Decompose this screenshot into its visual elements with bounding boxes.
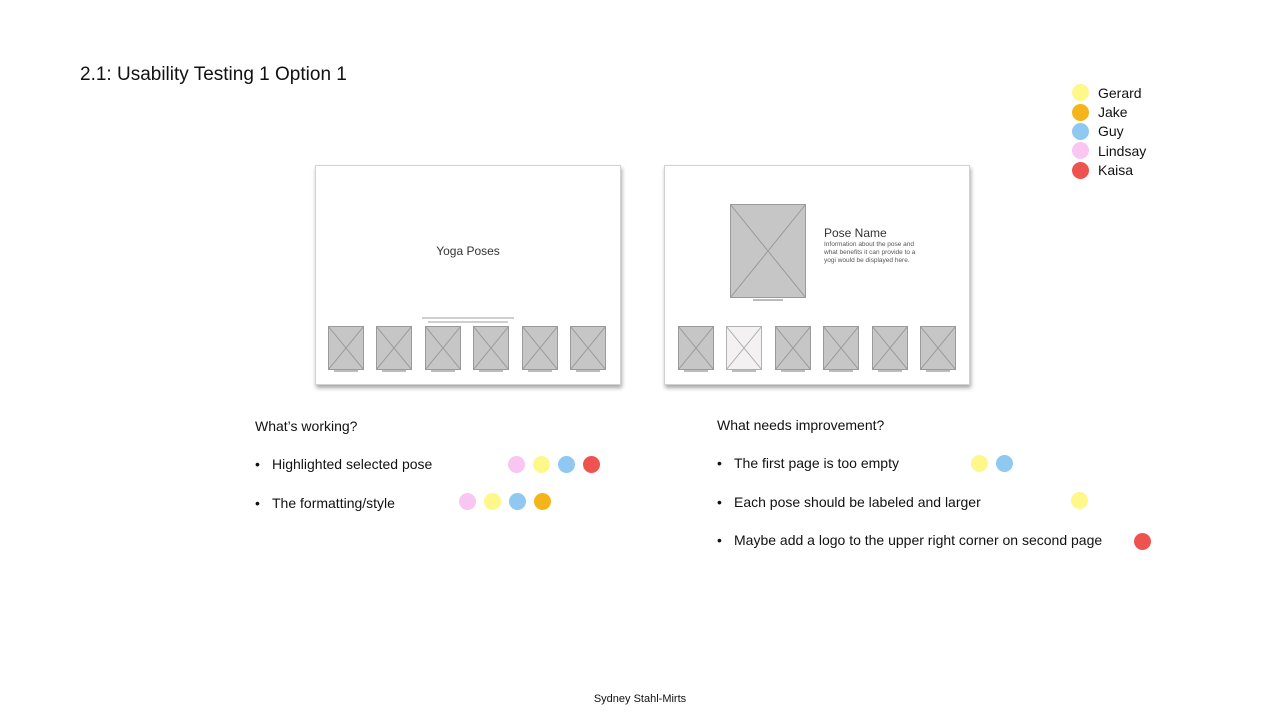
legend-item-kaisa (1072, 161, 1146, 180)
legend-label: Guy (1098, 123, 1124, 140)
pose-name-heading: Pose Name (824, 226, 887, 240)
vote-dot-guy-icon (558, 456, 575, 473)
vote-dot-jake-icon (534, 493, 551, 510)
image-caption-line (753, 299, 783, 301)
thumbnail-label-line (829, 370, 853, 372)
image-placeholder-icon (570, 326, 606, 370)
vote-dots (508, 456, 608, 473)
image-placeholder-icon (678, 326, 714, 370)
legend-dot-icon (1072, 84, 1089, 101)
thumbnail-label-line (878, 370, 902, 372)
improvement-item (717, 532, 1102, 548)
vote-dot-gerard-icon (1071, 492, 1088, 509)
vote-dot-gerard-icon (484, 493, 501, 510)
image-placeholder-icon (726, 326, 762, 370)
vote-dots (1071, 492, 1096, 509)
vote-dot-kaisa-icon (1134, 533, 1151, 550)
thumbnail-label-line (431, 370, 455, 372)
image-placeholder-icon (920, 326, 956, 370)
pose-thumbnail (425, 326, 461, 370)
legend-label: Kaisa (1098, 162, 1134, 179)
image-placeholder-icon (823, 326, 859, 370)
pose-thumbnail (570, 326, 606, 370)
improvement-item-text: Each pose should be labeled and larger (734, 494, 981, 510)
vote-dots (459, 493, 559, 510)
legend-dot-icon (1072, 104, 1089, 121)
vote-dot-gerard-icon (971, 455, 988, 472)
improvement-item (717, 455, 899, 471)
wireframe-page-one (315, 165, 621, 385)
bullet-icon: • (717, 455, 722, 471)
wireframe-caption-line (422, 317, 514, 319)
vote-dot-guy-icon (996, 455, 1013, 472)
thumbnail-label-line (684, 370, 708, 372)
improvement-item (717, 494, 981, 510)
legend-item-jake (1072, 102, 1146, 121)
pose-thumbnail-selected (726, 326, 762, 370)
wireframe-page-two (664, 165, 970, 385)
working-item-text: Highlighted selected pose (272, 456, 433, 472)
pose-thumbnail (872, 326, 908, 370)
thumbnail-label-line (732, 370, 756, 372)
pose-thumbnail (920, 326, 956, 370)
image-placeholder-icon (376, 326, 412, 370)
slide-title: 2.1: Usability Testing 1 Option 1 (80, 64, 347, 85)
bullet-icon: • (255, 495, 260, 511)
bullet-icon: • (717, 532, 722, 548)
legend (1072, 83, 1146, 180)
pose-thumbnail (376, 326, 412, 370)
thumbnail-row (678, 326, 968, 370)
vote-dot-kaisa-icon (583, 456, 600, 473)
thumbnail-label-line (528, 370, 552, 372)
vote-dot-gerard-icon (533, 456, 550, 473)
working-item (255, 495, 395, 511)
legend-item-guy (1072, 122, 1146, 141)
thumbnail-label-line (334, 370, 358, 372)
improvement-item-text: Maybe add a logo to the upper right corner on second page (734, 532, 1103, 548)
thumbnail-label-line (382, 370, 406, 372)
pose-thumbnail (473, 326, 509, 370)
bullet-icon: • (255, 456, 260, 472)
legend-label: Jake (1098, 104, 1128, 121)
image-placeholder-icon (775, 326, 811, 370)
thumbnail-row (328, 326, 618, 370)
pose-thumbnail (328, 326, 364, 370)
legend-item-lindsay (1072, 141, 1146, 160)
thumbnail-label-line (781, 370, 805, 372)
improvement-item-text: The first page is too empty (734, 455, 899, 471)
working-heading: What’s working? (255, 418, 358, 434)
thumbnail-label-line (926, 370, 950, 372)
thumbnail-label-line (479, 370, 503, 372)
legend-label: Lindsay (1098, 142, 1147, 159)
vote-dot-guy-icon (509, 493, 526, 510)
image-placeholder-icon (872, 326, 908, 370)
image-placeholder-icon (522, 326, 558, 370)
vote-dot-lindsay-icon (459, 493, 476, 510)
legend-item-gerard (1072, 83, 1146, 102)
working-item-text: The formatting/style (272, 495, 395, 511)
image-placeholder-icon (730, 204, 806, 298)
vote-dot-lindsay-icon (508, 456, 525, 473)
pose-thumbnail (775, 326, 811, 370)
image-placeholder-icon (328, 326, 364, 370)
legend-dot-icon (1072, 162, 1089, 179)
author-footer: Sydney Stahl-Mirts (593, 693, 687, 705)
thumbnail-label-line (576, 370, 600, 372)
pose-thumbnail (678, 326, 714, 370)
wireframe-caption-line (428, 321, 508, 323)
pose-thumbnail (522, 326, 558, 370)
vote-dots (971, 455, 1021, 472)
vote-dots (1134, 533, 1159, 550)
legend-label: Gerard (1098, 84, 1142, 101)
image-placeholder-icon (425, 326, 461, 370)
legend-dot-icon (1072, 142, 1089, 159)
wireframe-heading: Yoga Poses (436, 244, 500, 258)
pose-description: Information about the pose and what benefits it can provide to a yogi would be displayed here. (824, 241, 916, 264)
improvement-heading: What needs improvement? (717, 417, 885, 433)
selected-pose-image (730, 204, 806, 303)
bullet-icon: • (717, 494, 722, 510)
legend-dot-icon (1072, 123, 1089, 140)
image-placeholder-icon (473, 326, 509, 370)
pose-thumbnail (823, 326, 859, 370)
working-item (255, 456, 432, 472)
